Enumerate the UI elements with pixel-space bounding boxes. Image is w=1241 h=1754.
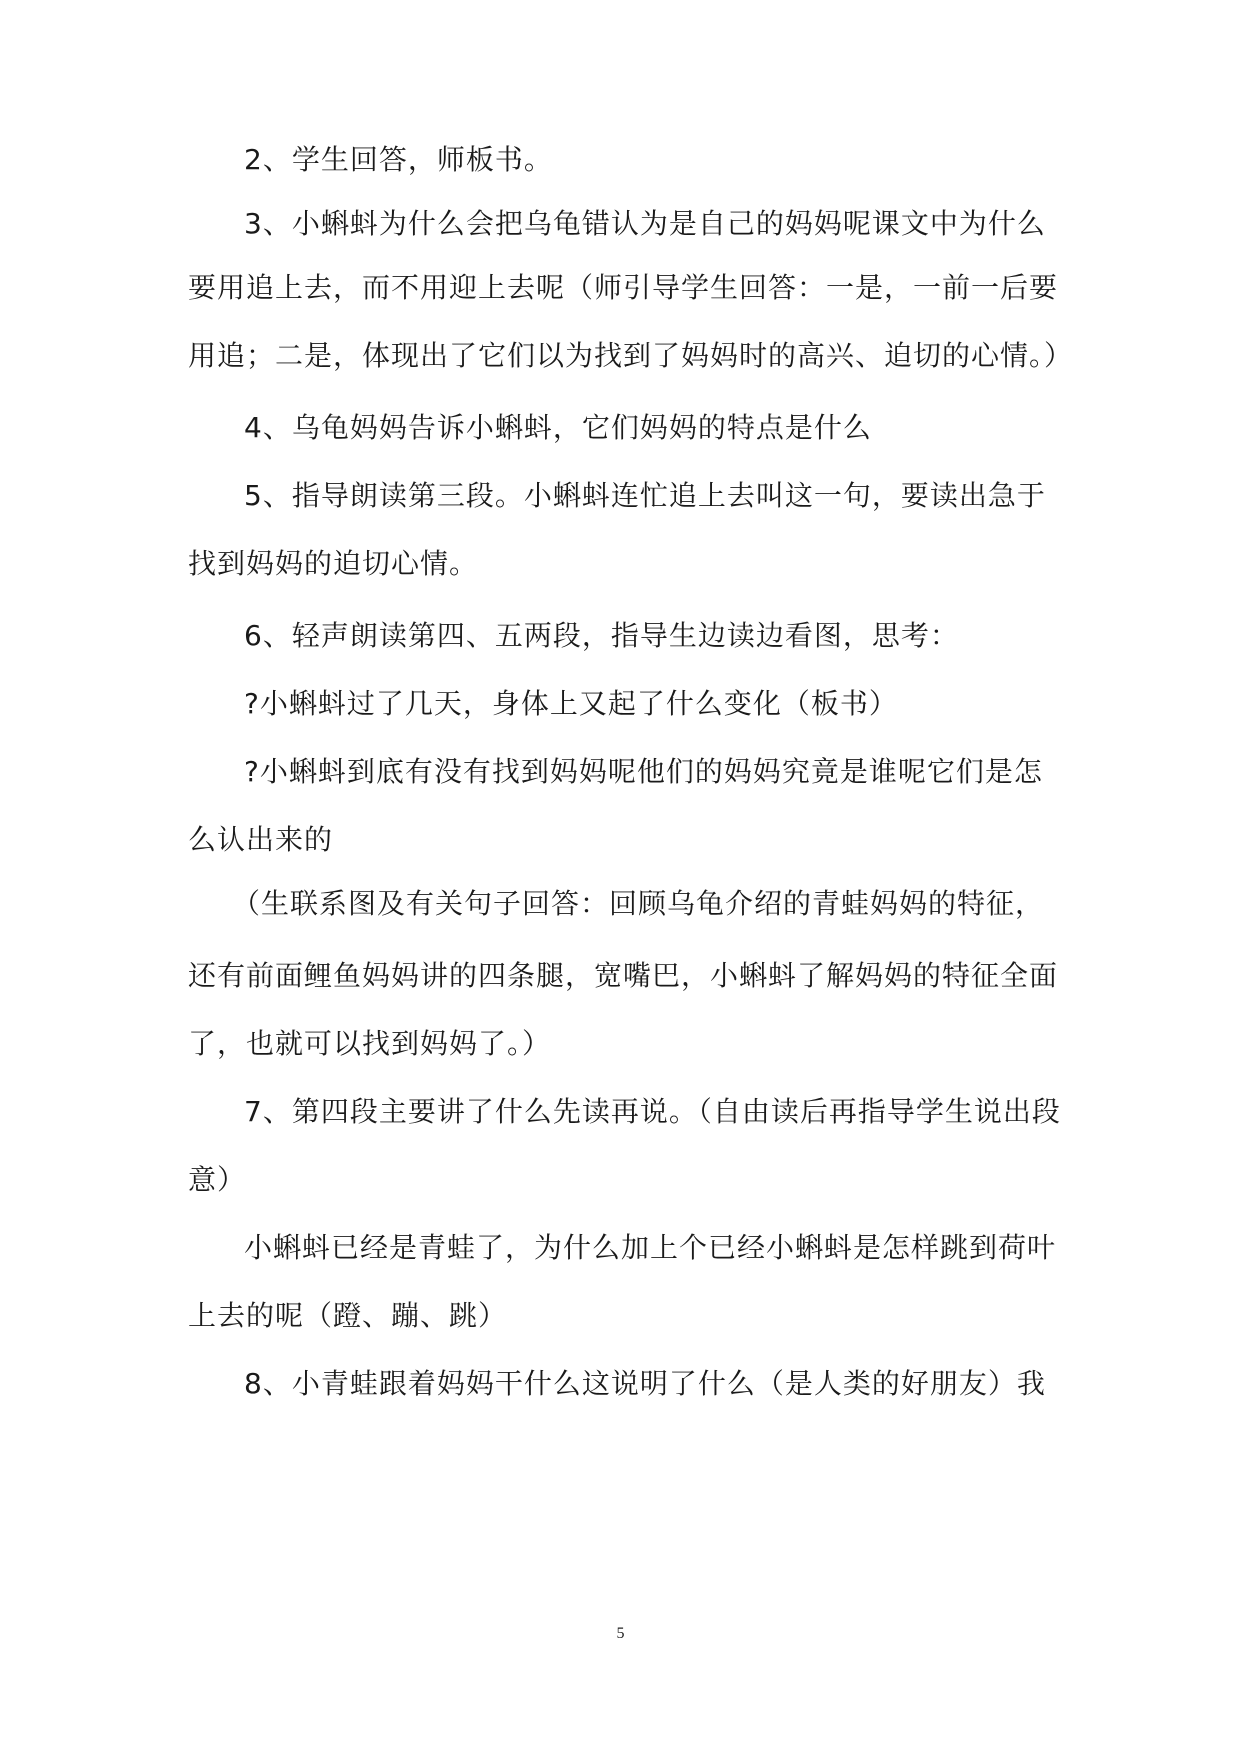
list-item-3-line-2: 要用追上去，而不用迎上去呢（师引导学生回答：一是，一前一后要 [188,271,1059,304]
paragraph-line-2: 上去的呢（蹬、蹦、跳） [188,1299,508,1332]
list-item-3-line-3: 用追；二是，体现出了它们以为找到了妈妈时的高兴、迫切的心情。） [188,339,1074,372]
list-item-6: 6、轻声朗读第四、五两段，指导生边读边看图，思考： [244,619,959,652]
question-1: ?小蝌蚪过了几天，身体上又起了什么变化（板书） [244,687,898,720]
question-2-line-1: ?小蝌蚪到底有没有找到妈妈呢他们的妈妈究竟是谁呢它们是怎 [244,755,1043,788]
answer-note-line-3: 了，也就可以找到妈妈了。） [188,1027,552,1060]
answer-note-line-1: （生联系图及有关句子回答：回顾乌龟介绍的青蛙妈妈的特征， [232,887,1045,920]
list-item-7-line-1: 7、第四段主要讲了什么先读再说。（自由读后再指导学生说出段 [244,1095,1061,1128]
list-item-2: 2、学生回答，师板书。 [244,143,553,176]
list-item-7-line-2: 意） [188,1163,247,1196]
list-item-5-line-1: 5、指导朗读第三段。小蝌蚪连忙追上去叫这一句，要读出急于 [244,479,1046,512]
list-item-3-line-1: 3、小蝌蚪为什么会把乌龟错认为是自己的妈妈呢课文中为什么 [244,207,1046,240]
page-number: 5 [616,1625,625,1642]
question-2-line-2: 么认出来的 [188,823,334,856]
list-item-4: 4、乌龟妈妈告诉小蝌蚪，它们妈妈的特点是什么 [244,411,872,444]
answer-note-line-2: 还有前面鲤鱼妈妈讲的四条腿，宽嘴巴，小蝌蚪了解妈妈的特征全面 [188,959,1059,992]
paragraph-line-1: 小蝌蚪已经是青蛙了，为什么加上个已经小蝌蚪是怎样跳到荷叶 [244,1231,1057,1264]
list-item-8: 8、小青蛙跟着妈妈干什么这说明了什么（是人类的好朋友）我 [244,1367,1046,1400]
list-item-5-line-2: 找到妈妈的迫切心情。 [188,547,479,580]
